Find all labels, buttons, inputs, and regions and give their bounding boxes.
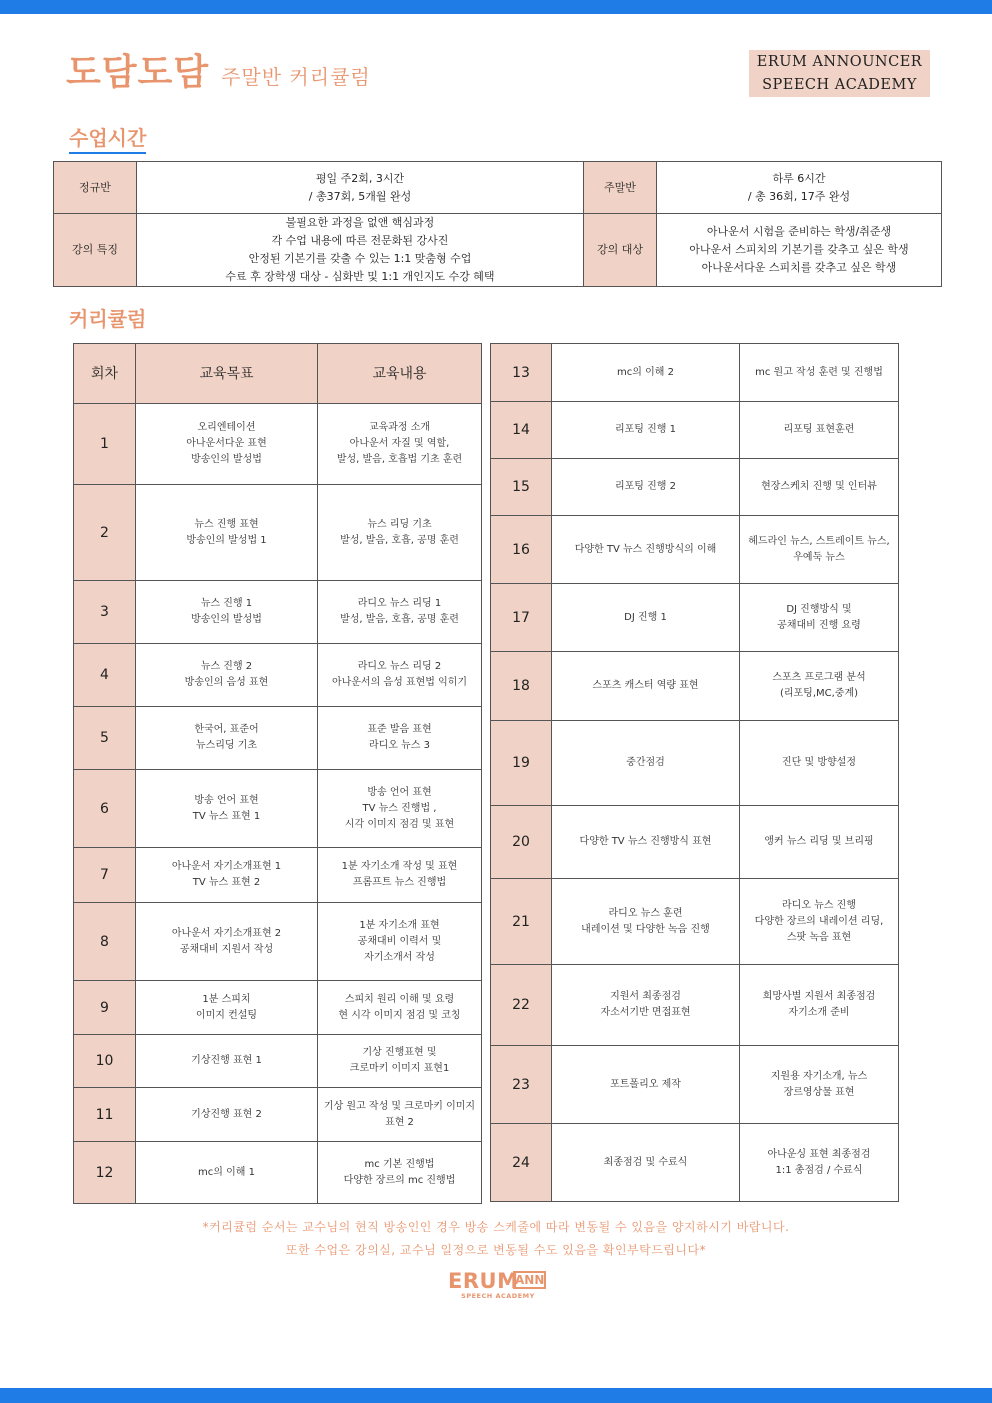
schedule-section-title: 수업시간 <box>69 122 146 154</box>
curriculum-row <box>74 770 482 848</box>
content-line: 기상 진행표현 및 <box>362 1047 437 1058</box>
goal-cell <box>552 652 740 721</box>
content-line: 교육과정 소개 <box>368 422 431 433</box>
goal-cell <box>552 459 740 516</box>
target-label: 강의 대상 <box>584 214 657 287</box>
round-number: 22 <box>491 965 552 1046</box>
goal-line: 기상진행 표현 1 <box>191 1055 262 1066</box>
content-line: 자기소개 준비 <box>788 1007 850 1018</box>
regular-label: 정규반 <box>54 162 137 214</box>
goal-line: 최종점검 및 수료식 <box>603 1156 688 1168</box>
curriculum-row <box>491 1124 899 1202</box>
header-goal: 교육목표 <box>136 344 318 404</box>
goal-line: 오리엔테이션 <box>197 422 256 433</box>
logo-erum: ERUM <box>448 1269 519 1293</box>
goal-line: 방송 언어 표현 <box>194 794 259 806</box>
feature-line: 불필요한 과정을 없앤 핵심과정 <box>285 216 435 229</box>
page-title <box>66 44 371 95</box>
target-value <box>657 214 942 287</box>
target-line: 아나운서 시험을 준비하는 학생/취준생 <box>706 225 892 238</box>
curriculum-row <box>491 806 899 879</box>
content-line: 스포츠 프로그램 분석 <box>772 672 866 683</box>
content-line: 뉴스 리딩 기초 <box>367 518 432 530</box>
notice-line1: *커리큘럼 순서는 교수님의 현직 방송인인 경우 방송 스케줄에 따라 변동될 수 있음을 양지하시기 바랍니다. <box>202 1220 790 1234</box>
content-line: 앵커 뉴스 리딩 및 브리핑 <box>764 836 874 847</box>
schedule-table <box>53 161 942 287</box>
round-number: 24 <box>491 1124 552 1202</box>
goal-cell <box>552 402 740 459</box>
feature-value <box>137 214 584 287</box>
academy-line1: ERUM ANNOUNCER <box>756 54 923 70</box>
goal-line: 다양한 TV 뉴스 진행방식 표현 <box>579 836 712 847</box>
goal-line: 기상진행 표현 2 <box>191 1108 262 1120</box>
goal-cell <box>136 770 318 848</box>
goal-cell <box>136 848 318 903</box>
round-number: 10 <box>74 1035 136 1088</box>
goal-line: TV 뉴스 표현 2 <box>192 877 261 888</box>
curriculum-section-title: 커리큘럼 <box>69 307 147 331</box>
curriculum-row <box>74 1088 482 1142</box>
top-bar <box>0 0 992 14</box>
academy-line2: SPEECH ACADEMY <box>762 77 917 93</box>
goal-line: 1분 스피치 <box>202 993 251 1005</box>
bottom-bar <box>0 1388 992 1403</box>
curriculum-row <box>74 707 482 770</box>
content-cell <box>318 848 482 903</box>
notice <box>0 1216 992 1262</box>
content-line: 아나운싱 표현 최종점검 <box>767 1148 871 1160</box>
goal-line: 리포팅 진행 2 <box>614 481 677 492</box>
round-number: 15 <box>491 459 552 516</box>
content-cell <box>318 644 482 707</box>
goal-cell <box>136 903 318 981</box>
goal-line: 방송인의 발성법 1 <box>186 534 267 546</box>
content-line: 자기소개서 작성 <box>364 951 435 963</box>
content-cell <box>318 770 482 848</box>
content-line: mc 기본 진행법 <box>364 1158 435 1170</box>
header-round: 회차 <box>74 344 136 404</box>
goal-cell <box>552 1124 740 1202</box>
curriculum-row <box>74 404 482 485</box>
content-line: 진단 및 방향설정 <box>782 757 856 768</box>
round-number: 7 <box>74 848 136 903</box>
content-line: 현장스케치 진행 및 인터뷰 <box>761 481 877 492</box>
goal-line: 리포팅 진행 1 <box>614 424 677 435</box>
content-line: 헤드라인 뉴스, 스트레이트 뉴스, <box>748 535 890 547</box>
content-line: 프롬프트 뉴스 진행법 <box>352 877 447 888</box>
academy-badge <box>749 50 930 97</box>
goal-line: 뉴스 진행 표현 <box>194 518 259 530</box>
goal-line: 방송인의 발성법 <box>191 454 262 465</box>
goal-cell <box>552 344 740 402</box>
curriculum-row <box>491 459 899 516</box>
goal-line: 뉴스 진행 2 <box>200 661 253 672</box>
regular-line: 평일 주2회, 3시간 <box>315 171 405 185</box>
logo-sub: SPEECH ACADEMY <box>461 1292 535 1300</box>
curriculum-table-left <box>73 343 482 1204</box>
logo-ann: ANN <box>515 1273 545 1287</box>
round-number: 13 <box>491 344 552 402</box>
content-line: 기상 원고 작성 및 크로마키 이미지 <box>323 1100 476 1112</box>
curriculum-row <box>74 903 482 981</box>
content-line: 스팟 녹음 표현 <box>786 931 852 943</box>
goal-line: 내레이션 및 다양한 녹음 진행 <box>581 923 710 935</box>
feature-line: 안정된 기본기를 갖출 수 있는 1:1 맞춤형 수업 <box>248 252 472 265</box>
content-line: 아나운서의 음성 표현법 익히기 <box>331 677 468 688</box>
goal-cell <box>552 806 740 879</box>
goal-line: 포트폴리오 제작 <box>610 1078 681 1090</box>
content-line: 라디오 뉴스 3 <box>368 740 431 751</box>
content-cell <box>740 402 899 459</box>
curriculum-row <box>74 981 482 1035</box>
content-line: 지원용 자기소개, 뉴스 <box>770 1070 868 1082</box>
content-cell <box>740 516 899 584</box>
goal-line: mc의 이해 1 <box>198 1166 255 1178</box>
goal-cell <box>552 584 740 652</box>
content-cell <box>318 1088 482 1142</box>
goal-line: 한국어, 표준어 <box>194 724 259 735</box>
round-number: 16 <box>491 516 552 584</box>
content-cell <box>318 981 482 1035</box>
content-line: 다양한 장르의 mc 진행법 <box>343 1174 456 1186</box>
goal-line: 공채대비 지원서 작성 <box>179 943 274 955</box>
goal-cell <box>136 404 318 485</box>
content-line: 크로마키 이미지 표현1 <box>349 1063 450 1074</box>
curriculum-row <box>491 344 899 402</box>
goal-line: DJ 진행 1 <box>624 611 667 623</box>
goal-cell <box>136 1088 318 1142</box>
goal-cell <box>136 981 318 1035</box>
round-number: 9 <box>74 981 136 1035</box>
round-number: 8 <box>74 903 136 981</box>
round-number: 3 <box>74 581 136 644</box>
content-cell <box>318 581 482 644</box>
weekend-line: / 총 36회, 17주 완성 <box>747 189 851 203</box>
content-cell <box>740 584 899 652</box>
curriculum-row <box>491 652 899 721</box>
round-number: 12 <box>74 1142 136 1204</box>
regular-value <box>137 162 584 214</box>
goal-cell <box>552 965 740 1046</box>
goal-line: 아나운서 자기소개표현 1 <box>171 861 282 872</box>
content-line: 라디오 뉴스 리딩 1 <box>357 598 442 609</box>
title-sub: 주말반 커리큘럼 <box>221 65 371 89</box>
content-cell <box>740 459 899 516</box>
content-line: 장르영상물 표현 <box>783 1086 855 1098</box>
curriculum-row <box>491 1046 899 1124</box>
curriculum-table-right <box>490 343 899 1202</box>
content-line: 현 시각 이미지 점검 및 코칭 <box>338 1009 461 1021</box>
goal-line: 방송인의 음성 표현 <box>184 677 269 688</box>
goal-line: 자소서기반 면접표현 <box>600 1007 691 1018</box>
goal-cell <box>136 1142 318 1204</box>
academy-logo <box>446 1269 550 1303</box>
content-cell <box>318 1142 482 1204</box>
content-line: 1:1 총점검 / 수료식 <box>775 1164 863 1176</box>
content-cell <box>318 1035 482 1088</box>
title-main: 도담도담 <box>66 52 210 93</box>
content-line: 리포팅 표현훈련 <box>783 424 855 435</box>
goal-line: 지원서 최종점검 <box>610 991 681 1002</box>
content-line: (리포팅,MC,중계) <box>779 688 859 699</box>
content-line: 1분 자기소개 작성 및 표현 <box>341 861 458 872</box>
target-line: 아나운서다운 스피치를 갖추고 싶은 학생 <box>701 261 897 274</box>
content-cell <box>740 806 899 879</box>
goal-cell <box>136 1035 318 1088</box>
goal-cell <box>136 707 318 770</box>
goal-cell <box>552 516 740 584</box>
content-cell <box>740 721 899 806</box>
curriculum-row <box>491 402 899 459</box>
round-number: 18 <box>491 652 552 721</box>
curriculum-row <box>491 879 899 965</box>
content-cell <box>740 652 899 721</box>
curriculum-row <box>74 848 482 903</box>
goal-line: 아나운서다운 표현 <box>186 438 267 449</box>
curriculum-row <box>74 644 482 707</box>
content-line: 스피치 원리 이해 및 요령 <box>344 993 455 1005</box>
content-line: 아나운서 자질 및 역할, <box>349 438 450 449</box>
curriculum-row <box>74 485 482 581</box>
content-line: 1분 자기소개 표현 <box>359 919 440 931</box>
content-line: mc 원고 작성 훈련 및 진행법 <box>755 366 883 378</box>
goal-line: 뉴스리딩 기초 <box>195 740 258 751</box>
weekend-line: 하루 6시간 <box>772 171 826 185</box>
round-number: 11 <box>74 1088 136 1142</box>
round-number: 19 <box>491 721 552 806</box>
goal-cell <box>136 644 318 707</box>
goal-cell <box>552 721 740 806</box>
content-line: 공채대비 이력서 및 <box>357 935 442 947</box>
content-line: 표준 발음 표현 <box>367 724 432 735</box>
content-line: DJ 진행방식 및 <box>786 603 852 615</box>
goal-line: TV 뉴스 표현 1 <box>192 810 261 822</box>
feature-label: 강의 특징 <box>54 214 137 287</box>
curriculum-row <box>74 581 482 644</box>
goal-line: 이미지 컨설팅 <box>195 1009 258 1021</box>
round-number: 5 <box>74 707 136 770</box>
feature-line: 수료 후 장학생 대상 - 심화반 및 1:1 개인지도 수강 혜택 <box>225 270 495 283</box>
goal-cell <box>136 485 318 581</box>
round-number: 4 <box>74 644 136 707</box>
curriculum-row <box>74 1142 482 1204</box>
curriculum-row <box>74 1035 482 1088</box>
content-cell <box>318 404 482 485</box>
feature-line: 각 수업 내용에 따른 전문화된 강사진 <box>271 234 449 247</box>
round-number: 23 <box>491 1046 552 1124</box>
goal-line: 아나운서 자기소개표현 2 <box>171 927 282 939</box>
content-line: 희망사별 지원서 최종점검 <box>762 991 876 1002</box>
goal-line: 다양한 TV 뉴스 진행방식의 이해 <box>574 543 717 555</box>
content-cell <box>740 344 899 402</box>
curriculum-row <box>491 965 899 1046</box>
content-cell <box>318 707 482 770</box>
content-cell <box>318 903 482 981</box>
goal-cell <box>552 879 740 965</box>
content-line: 발성, 발음, 호흡, 공명 훈련 <box>340 534 459 546</box>
notice-line2: 또한 수업은 강의실, 교수님 일정으로 변동될 수도 있음을 확인부탁드립니다* <box>285 1243 707 1257</box>
goal-line: mc의 이해 2 <box>617 366 674 378</box>
regular-line: / 총37회, 5개월 완성 <box>308 189 412 203</box>
target-line: 아나운서 스피치의 기본기를 갖추고 싶은 학생 <box>689 243 909 256</box>
goal-line: 뉴스 진행 1 <box>200 598 253 609</box>
round-number: 1 <box>74 404 136 485</box>
content-cell <box>740 879 899 965</box>
round-number: 21 <box>491 879 552 965</box>
content-line: 라디오 뉴스 진행 <box>782 899 856 911</box>
content-line: TV 뉴스 진행법 , <box>362 802 437 814</box>
content-line: 라디오 뉴스 리딩 2 <box>357 661 442 672</box>
content-line: 표현 2 <box>385 1116 414 1128</box>
content-line: 발성, 발음, 호흡법 기초 훈련 <box>336 454 463 465</box>
content-line: 방송 언어 표현 <box>367 786 432 798</box>
round-number: 2 <box>74 485 136 581</box>
content-cell <box>740 965 899 1046</box>
curriculum-row <box>491 516 899 584</box>
content-line: 발성, 발음, 호흡, 공명 훈련 <box>340 614 459 625</box>
goal-line: 스포츠 캐스터 역량 표현 <box>592 680 699 691</box>
content-cell <box>740 1124 899 1202</box>
round-number: 6 <box>74 770 136 848</box>
round-number: 20 <box>491 806 552 879</box>
weekend-value <box>657 162 942 214</box>
content-line: 공채대비 진행 요령 <box>777 619 861 631</box>
header-content: 교육내용 <box>318 344 482 404</box>
content-line: 다양한 장르의 내레이션 리딩, <box>754 915 884 927</box>
curriculum-row <box>491 584 899 652</box>
round-number: 17 <box>491 584 552 652</box>
content-line: 시각 이미지 점검 및 표현 <box>344 818 455 830</box>
content-line: 우예둑 뉴스 <box>793 551 845 563</box>
goal-line: 방송인의 발성법 <box>191 614 262 625</box>
goal-line: 중간점검 <box>626 757 665 768</box>
curriculum-row <box>491 721 899 806</box>
goal-line: 라디오 뉴스 훈련 <box>608 907 683 919</box>
goal-cell <box>136 581 318 644</box>
content-cell <box>740 1046 899 1124</box>
round-number: 14 <box>491 402 552 459</box>
content-cell <box>318 485 482 581</box>
goal-cell <box>552 1046 740 1124</box>
weekend-label: 주말반 <box>584 162 657 214</box>
